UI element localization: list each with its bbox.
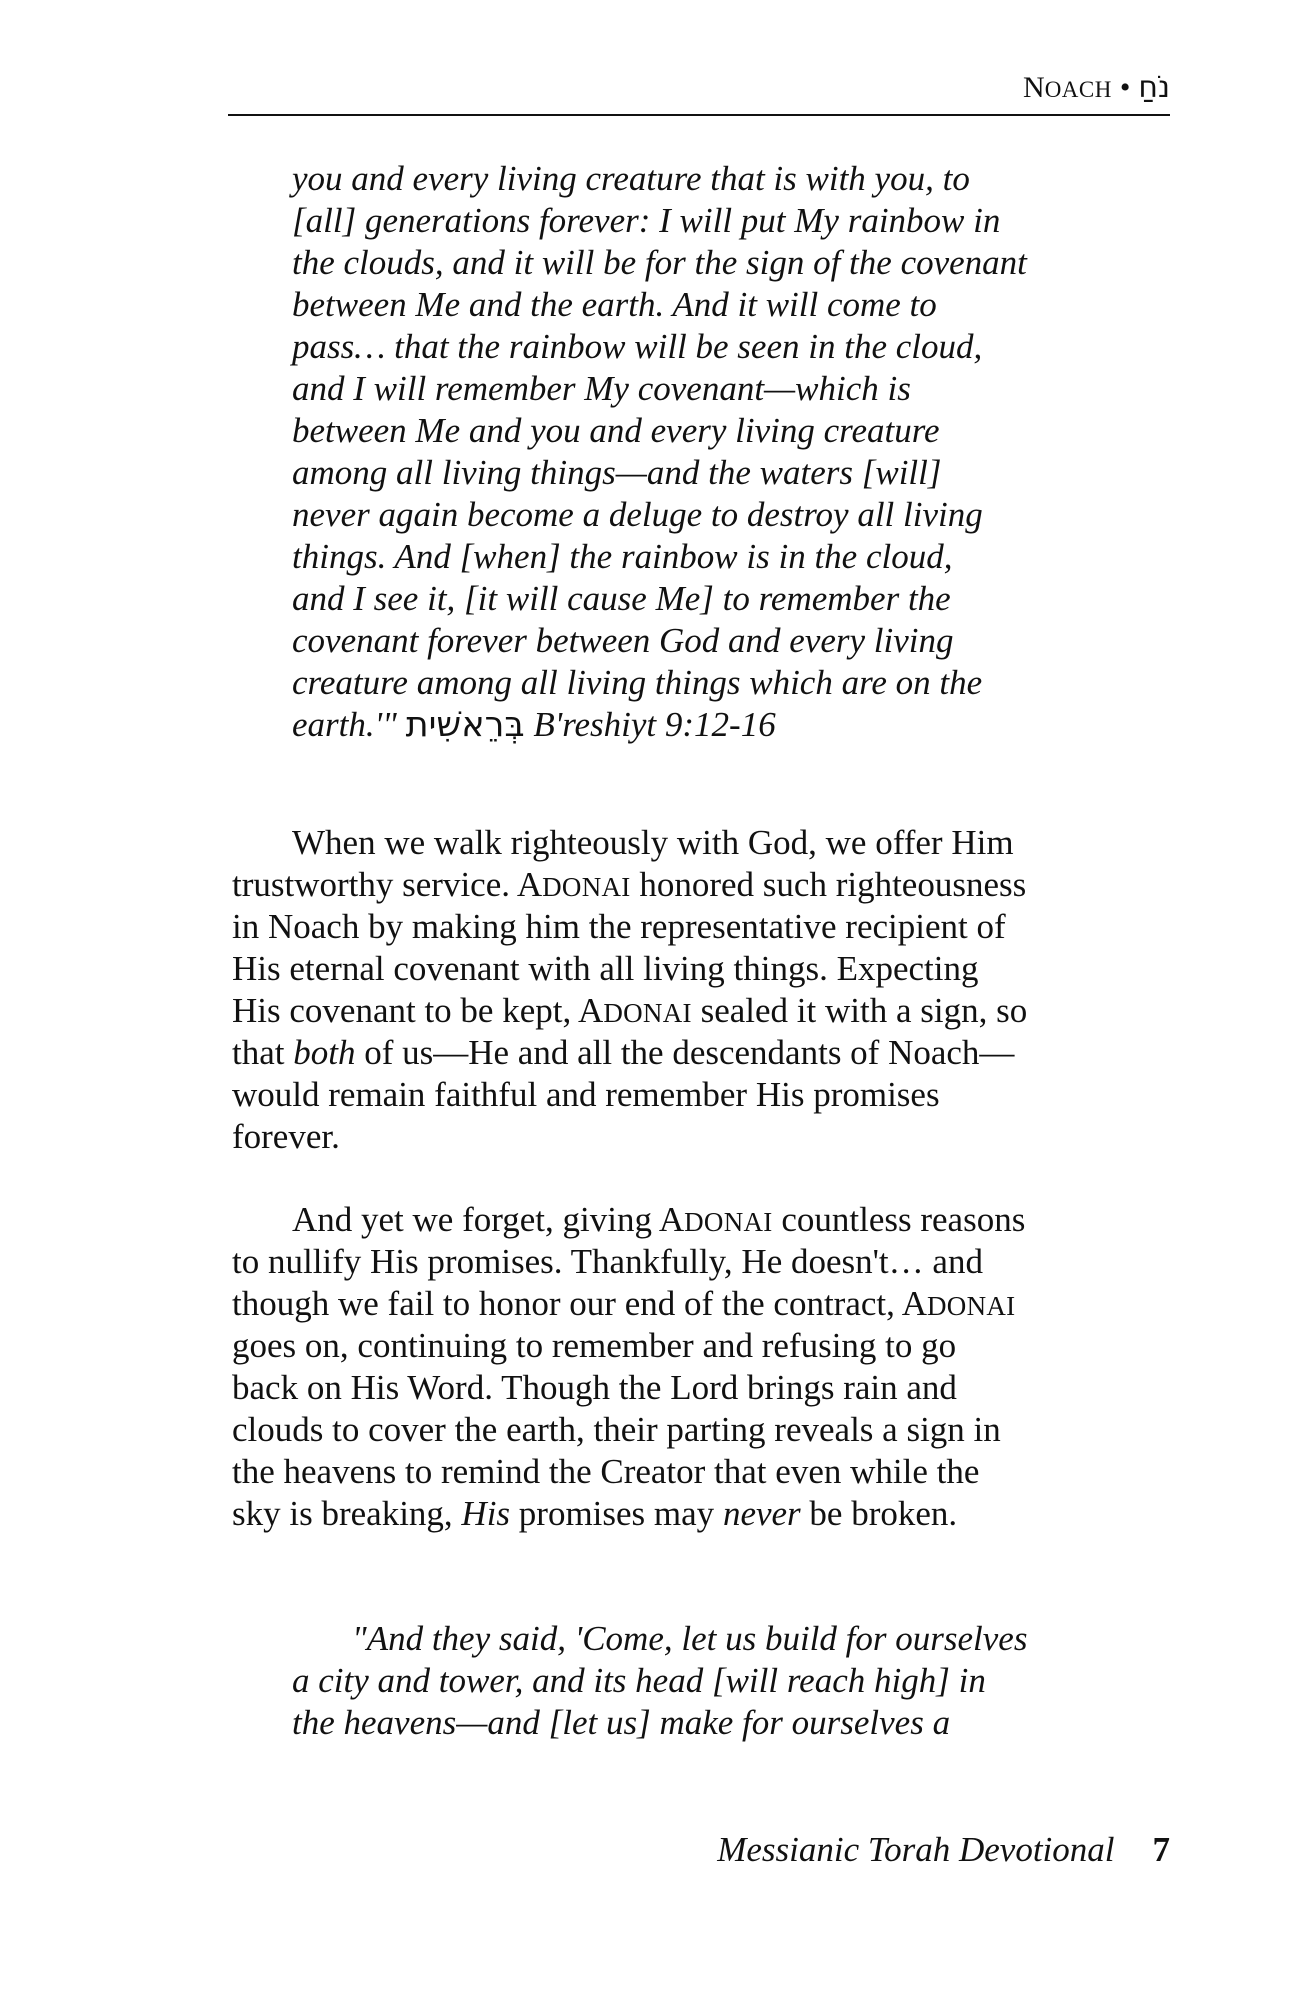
paragraph-text: His covenant to be kept,	[232, 991, 572, 1030]
book-title: Messianic Torah Devotional	[717, 1830, 1115, 1869]
quote-line: and I see it, [it will cause Me] to remember the	[292, 579, 951, 618]
paragraph-text: in Noach by making him the representative recipient of	[232, 907, 1006, 946]
quote-line: pass… that the rainbow will be seen in the cloud,	[292, 327, 983, 366]
emphasis: never	[722, 1494, 801, 1533]
quote-line: never again become a deluge to destroy all living	[292, 495, 983, 534]
paragraph-text: back on His Word. Though the Lord brings rain and	[232, 1368, 957, 1407]
paragraph-text: to nullify His promises. Thankfully, He doesn't… and	[232, 1242, 983, 1281]
paragraph-text: trustworthy service.	[232, 865, 510, 904]
quote-line: creature among all living things which are on the	[292, 663, 983, 702]
paragraph-text: of us—He and all the descendants of Noach—	[364, 1033, 1015, 1072]
header-bullet: •	[1119, 71, 1131, 104]
emphasis: His	[461, 1494, 511, 1533]
running-header	[228, 68, 1170, 116]
quote-line: covenant forever between God and every living	[292, 621, 954, 660]
emphasis: both	[293, 1033, 356, 1072]
quote-line: the clouds, and it will be for the sign of the covenant	[292, 243, 1027, 282]
paragraph-text: honored such righteousness	[639, 865, 1027, 904]
quote-line: a city and tower, and its head [will reach high] in	[292, 1661, 986, 1700]
quote-line: between Me and you and every living creature	[292, 411, 940, 450]
paragraph-text: the heavens to remind the Creator that even while the	[232, 1452, 980, 1491]
paragraph-text: And yet we forget, giving	[292, 1200, 652, 1239]
quote-citation-line	[292, 704, 1027, 746]
running-header-text	[1023, 68, 1170, 110]
paragraph-text: goes on, continuing to remember and refusing to go	[232, 1326, 957, 1365]
quote-line: things. And [when] the rainbow is in the cloud,	[292, 537, 953, 576]
quote-line: among all living things—and the waters [will]	[292, 453, 942, 492]
citation-reference: B'reshiyt 9:12-16	[533, 705, 776, 744]
section-name-hebrew: נֹחַ	[1138, 70, 1170, 105]
body-paragraph-2	[232, 1199, 1025, 1535]
paragraph-text: countless reasons	[781, 1200, 1026, 1239]
paragraph-text: would remain faithful and remember His promises	[232, 1075, 940, 1114]
paragraph-text: promises may	[518, 1494, 715, 1533]
paragraph-text: When we walk righteously with God, we offer Him	[292, 823, 1014, 862]
quote-line: you and every living creature that is with you, to	[292, 159, 970, 198]
quote-line: between Me and the earth. And it will come to	[292, 285, 937, 324]
divine-name-smallcaps: ADONAI	[658, 1200, 773, 1239]
quote-line: "And they said, 'Come, let us build for ourselves	[352, 1619, 1028, 1658]
page-footer	[0, 1828, 1170, 1872]
divine-name-smallcaps: ADONAI	[516, 865, 631, 904]
divine-name-smallcaps: ADONAI	[578, 991, 692, 1030]
paragraph-text: though we fail to honor our end of the contract,	[232, 1284, 895, 1323]
paragraph-text: clouds to cover the earth, their parting reveals a sign in	[232, 1410, 1001, 1449]
body-paragraph-1	[232, 822, 1027, 1158]
quote-line: and I will remember My covenant—which is	[292, 369, 911, 408]
scripture-quote-tower	[292, 1618, 1027, 1744]
page-number: 7	[1152, 1830, 1170, 1869]
paragraph-text: forever.	[232, 1117, 340, 1156]
paragraph-text: sky is breaking,	[232, 1494, 453, 1533]
paragraph-text: sealed it with a sign, so	[700, 991, 1028, 1030]
section-name-initial: N	[1023, 71, 1045, 104]
quote-line: [all] generations forever: I will put My rainbow in	[292, 201, 1001, 240]
paragraph-text: His eternal covenant with all living things. Expecting	[232, 949, 979, 988]
quote-line: the heavens—and [let us] make for ourselves a	[292, 1703, 951, 1742]
divine-name-smallcaps: ADONAI	[901, 1284, 1016, 1323]
quote-last-words: earth.'"	[292, 705, 397, 744]
citation-hebrew-book: בְּרֵאשִׁית	[405, 705, 525, 745]
section-name-rest: OACH	[1044, 77, 1112, 102]
scripture-quote-genesis	[292, 158, 1027, 746]
paragraph-text: be broken.	[809, 1494, 958, 1533]
paragraph-text: that	[232, 1033, 285, 1072]
